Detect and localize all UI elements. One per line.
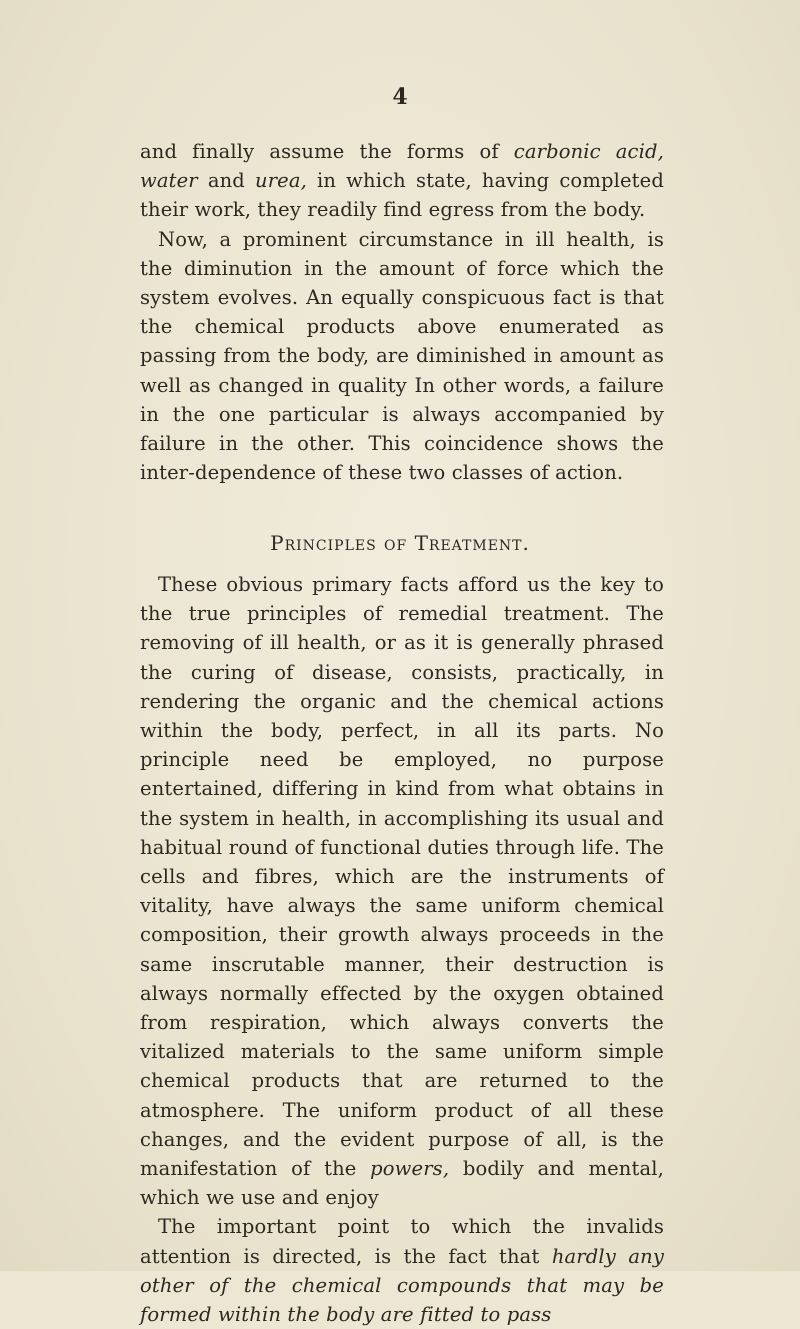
section-treatment bbox=[140, 570, 664, 1329]
italic-text: urea, bbox=[254, 169, 307, 193]
paragraph bbox=[140, 570, 664, 1212]
section-intro bbox=[140, 137, 664, 487]
paragraph-text: and bbox=[197, 169, 255, 193]
italic-text: carbonic acid, water bbox=[140, 140, 664, 193]
paragraph-text: and finally assume the forms of bbox=[140, 140, 514, 163]
paragraph-continued bbox=[140, 137, 664, 225]
paragraph-text: These obvious primary facts afford us the key to the true principles of remedial treatment. The removing of ill health, or as it is generally phrased the curing of disease, consists, practically, in rendering the organic and the chemical actions within the body, perfect, in all its parts. No principle need be employed, no purpose entertained, differing in kind from what obtains in the system in health, in accomplishing its usual and habitual round of functional duties through life. The cells and fibres, which are the instruments of vitality, have always the same uniform chemical composition, their growth always proceeds in the same inscrutable manner, their destruction is always normally effected by the oxygen obtained from respiration, which always converts the vitalized materials to the same uniform simple chemical products that are returned to the atmosphere. The uniform product of all these changes, and the evident purpose of all, is the manifestation of the bbox=[140, 573, 664, 1181]
italic-text: powers, bbox=[370, 1157, 450, 1181]
italic-text: hardly any other of the chemical compounds that may be formed within the body are fitted to pass bbox=[140, 1244, 664, 1327]
paragraph: Now, a prominent circumstance in ill health, is the diminution in the amount of force which the system evolves. An equally conspicuous fact is that the chemical products above enumerated as passing from the body, are diminished in amount as well as changed in quality In other words, a failure in the one particular is always accompanied by failure in the other. This coincidence shows the inter-dependence of these two classes of action. bbox=[140, 227, 664, 485]
paragraph-text: bodily and mental, which we use and enjoy bbox=[140, 1157, 664, 1210]
section-heading: Principles of Treatment. bbox=[270, 531, 530, 555]
paragraph-text: in which state, having completed their work, they readily find egress from the body. bbox=[140, 169, 664, 222]
paragraph-text: The important point to which the invalids attention is directed, is the fact that bbox=[140, 1215, 664, 1268]
page-number: 4 bbox=[392, 84, 408, 110]
